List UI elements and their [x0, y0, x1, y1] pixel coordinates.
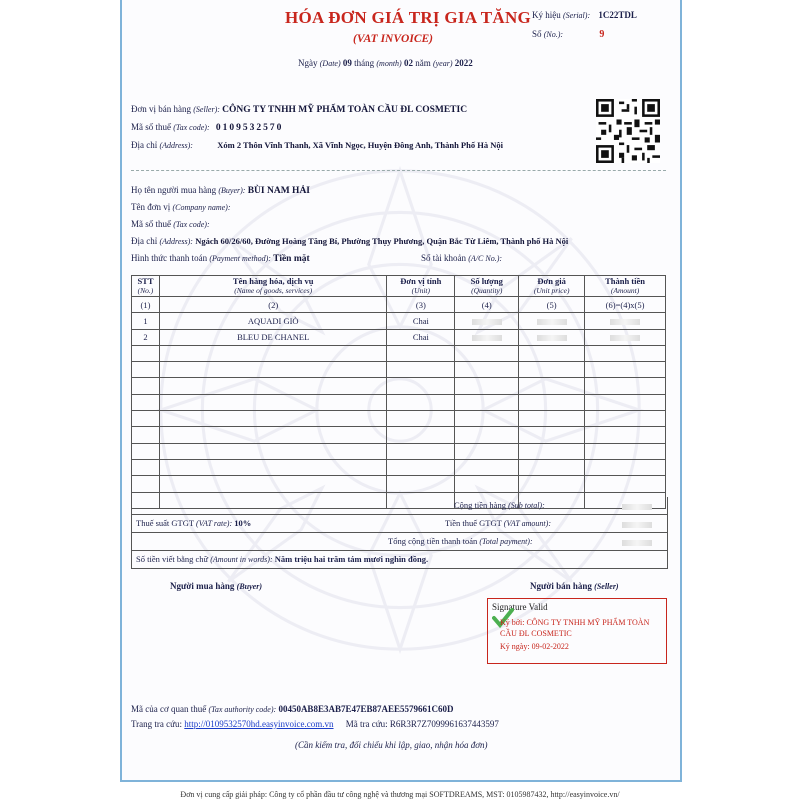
seller-address: Xóm 2 Thôn Vĩnh Thanh, Xã Vĩnh Ngọc, Huyện Đông Anh, Thành Phố Hà Nội: [217, 140, 503, 150]
amount-in-words: Năm triệu hai trăm tám mươi nghìn đồng.: [274, 554, 429, 564]
row-quantity-redacted: [455, 313, 519, 329]
check-note: (Cần kiểm tra, đối chiếu khi lập, giao, nhận hóa đơn): [295, 740, 488, 750]
vat-amount-redacted: [622, 519, 652, 529]
index-cell: (3): [387, 297, 455, 313]
payment-method-row: Hình thức thanh toán (Payment method): Tiền mặt: [131, 253, 310, 264]
row-stt: 1: [132, 313, 160, 329]
seller-name-row: Đơn vị bán hàng (Seller): CÔNG TY TNHH MỸ PHẨM TOÀN CẦU ĐL COSMETIC: [131, 104, 468, 115]
serial-line: Ký hiệu (Serial): 1C22TDL: [532, 10, 637, 20]
index-row: [132, 297, 666, 313]
buyer-company-row: Tên đơn vị (Company name):: [131, 202, 231, 212]
empty-row: [132, 345, 666, 361]
vat-rate: 10%: [234, 518, 252, 528]
table-header-row: [132, 276, 666, 297]
lookup-row: Trang tra cứu: http://0109532570hd.easyinvoice.com.vn Mã tra cứu: R6R3R7Z7099961637443597: [131, 719, 499, 729]
total-row: Tổng cộng tiền thanh toán (Total payment):: [131, 533, 668, 551]
seller-name: CÔNG TY TNHH MỸ PHẨM TOÀN CẦU ĐL COSMETIC: [222, 105, 468, 115]
row-quantity-redacted: [455, 329, 519, 345]
vat-row: Thuế suất GTGT (VAT rate): 10% Tiền thuế GTGT (VAT amount):: [131, 515, 668, 533]
tax-authority-code: 00450AB8E3AB7E47EB87AEE5579661C60D: [278, 704, 454, 714]
amount-in-words-row: Số tiền viết bằng chữ (Amount in words): Năm triệu hai trăm tám mươi nghìn đồng.: [131, 551, 668, 569]
provider-footer: Đơn vị cung cấp giải pháp: Công ty cổ phần đầu tư công nghệ và thương mại SOFTDREAMS, MST: 0105987432, http://easyinvoice.vn/: [180, 790, 620, 799]
buyer-signature-label: Người mua hàng (Buyer): [170, 581, 262, 591]
index-cell: (2): [159, 297, 386, 313]
seller-tax-row: Mã số thuế (Tax code): 0109532570: [131, 122, 284, 133]
lookup-code: R6R3R7Z7099961637443597: [389, 719, 499, 729]
empty-row: [132, 378, 666, 394]
row-amount-redacted: [585, 313, 666, 329]
buyer-name-row: Họ tên người mua hàng (Buyer): BÙI NAM HẢI: [131, 185, 310, 196]
items-table: [131, 275, 666, 509]
table-row: [132, 329, 666, 345]
col-header-name: Tên hàng hóa, dịch vụ (Name of goods, services): [159, 276, 386, 297]
empty-row: [132, 459, 666, 475]
empty-row: [132, 362, 666, 378]
buyer-tax-row: Mã số thuế (Tax code):: [131, 219, 210, 229]
col-header-quantity: Số lượng (Quantity): [455, 276, 519, 297]
account-row: Số tài khoản (A/C No.):: [421, 253, 503, 263]
row-price-redacted: [519, 329, 585, 345]
row-amount-redacted: [585, 329, 666, 345]
row-price-redacted: [519, 313, 585, 329]
signer-line: Ký bởi: CÔNG TY TNHH MỸ PHẨM TOÀN CẦU ĐL COSMETIC: [500, 618, 650, 638]
row-stt: 2: [132, 329, 160, 345]
row-product-name: BLEU DE CHANEL: [159, 329, 386, 345]
tax-authority-code-row: Mã của cơ quan thuế (Tax authority code): 00450AB8E3AB7E47EB87AEE5579661C60D: [131, 704, 454, 714]
sign-date-line: Ký ngày: 09-02-2022: [500, 642, 569, 651]
payment-method: Tiền mặt: [273, 254, 310, 264]
empty-row: [132, 427, 666, 443]
empty-row: [132, 394, 666, 410]
col-header-stt: STT (No.): [132, 276, 160, 297]
col-header-unit-price: Đơn giá (Unit price): [519, 276, 585, 297]
subtotal-row: Cộng tiền hàng (Sub total):: [131, 497, 668, 515]
empty-row: [132, 476, 666, 492]
index-cell: (4): [455, 297, 519, 313]
index-cell: (6)=(4)x(5): [585, 297, 666, 313]
digital-signature-box: [487, 598, 667, 664]
row-unit: Chai: [387, 329, 455, 345]
subtotal-redacted: [622, 501, 652, 511]
buyer-address-row: Địa chỉ (Address): Ngách 60/26/60, Đường Hoàng Tăng Bí, Phường Thụy Phương, Quận Bắc Từ Liêm, Thành phố Hà Nội: [131, 236, 569, 246]
row-product-name: AQUADI GIÒ: [159, 313, 386, 329]
invoice-subtitle: (VAT INVOICE): [353, 33, 433, 45]
row-unit: Chai: [387, 313, 455, 329]
signature-valid: Signature Valid: [492, 602, 548, 612]
col-header-amount: Thành tiền (Amount): [585, 276, 666, 297]
index-cell: (5): [519, 297, 585, 313]
seller-address-row: Địa chỉ (Address): Xóm 2 Thôn Vĩnh Thanh, Xã Vĩnh Ngọc, Huyện Đông Anh, Thành Phố Hà Nội: [131, 140, 503, 150]
index-cell: (1): [132, 297, 160, 313]
buyer-name: BÙI NAM HẢI: [247, 186, 310, 196]
invoice-date: Ngày (Date) 09 tháng (month) 02 năm (year) 2022: [298, 58, 473, 68]
lookup-url-link[interactable]: http://0109532570hd.easyinvoice.com.vn: [184, 719, 334, 729]
col-header-unit: Đơn vị tính (Unit): [387, 276, 455, 297]
total-redacted: [622, 537, 652, 547]
empty-row: [132, 443, 666, 459]
seller-tax-code: 0109532570: [215, 123, 284, 133]
qr-code: [596, 99, 660, 163]
number-line: Số (No.): 9: [532, 29, 605, 40]
seller-signature-label: Người bán hàng (Seller): [530, 581, 619, 591]
empty-row: [132, 411, 666, 427]
table-row: [132, 313, 666, 329]
invoice-title: HÓA ĐƠN GIÁ TRỊ GIA TĂNG: [285, 8, 532, 27]
buyer-address: Ngách 60/26/60, Đường Hoàng Tăng Bí, Phường Thụy Phương, Quận Bắc Từ Liêm, Thành phố Hà Nội: [195, 236, 569, 246]
divider: [131, 170, 666, 171]
